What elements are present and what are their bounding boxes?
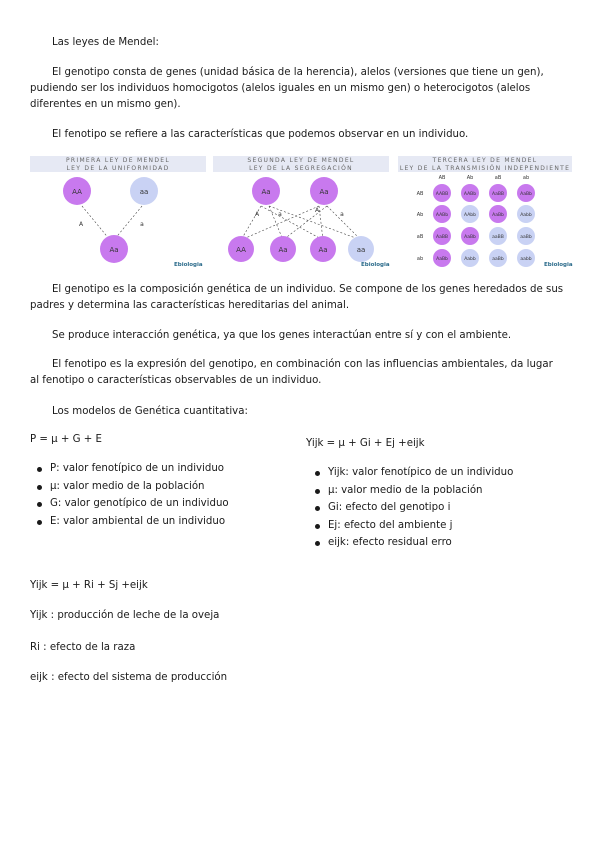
- gamete-label: a: [340, 211, 344, 218]
- figure-primera-ley-title: PRIMERA LEY DE MENDEL: [66, 157, 170, 164]
- column-header: AB: [438, 175, 446, 181]
- model-2-list: [312, 465, 513, 553]
- list-item: Yijk: valor fenotípico de un individuo: [312, 465, 513, 483]
- punnett-cell-label: AaBb: [520, 191, 532, 197]
- cross-line: [283, 206, 327, 240]
- figure-tercera-ley-graphic: [398, 156, 572, 272]
- figure-primera-ley-graphic: [30, 156, 206, 272]
- model-3-def: Yijk : producción de leche de la oveja: [30, 610, 220, 621]
- paragraph-expresion-line-1: El fenotipo es la expresión del genotipo, en combinación con las influencias ambientales, da lugar: [52, 359, 553, 370]
- offspring-label: Aa: [109, 246, 119, 254]
- row-header: aB: [416, 234, 424, 240]
- column-header: ab: [522, 175, 530, 181]
- page-title: Las leyes de Mendel:: [52, 37, 159, 48]
- list-item: E: valor ambiental de un individuo: [34, 514, 229, 532]
- paragraph-fenotipo: El fenotipo se refiere a las características que podemos observar en un individuo.: [52, 129, 469, 140]
- model-3-formula: Yijk = μ + Ri + Sj +eijk: [30, 580, 148, 591]
- offspring-label: Aa: [318, 246, 328, 254]
- paragraph-composicion-line-2: padres y determina las características hereditarias del animal.: [30, 300, 350, 311]
- row-header: ab: [416, 256, 424, 262]
- punnett-cell-label: AaBB: [491, 191, 505, 197]
- gamete-label: A: [314, 207, 320, 214]
- figure-segunda-ley-title: SEGUNDA LEY DE MENDEL: [247, 157, 355, 164]
- parent-label: AA: [72, 188, 82, 196]
- list-item: μ: valor medio de la población: [312, 483, 513, 501]
- list-item: Ej: efecto del ambiente j: [312, 518, 513, 536]
- punnett-cell-label: Aabb: [464, 256, 476, 262]
- figure-segunda-ley-subtitle: LEY DE LA SEGREGACIÓN: [249, 164, 353, 172]
- list-item: P: valor fenotípico de un individuo: [34, 461, 229, 479]
- figure-segunda-ley: [213, 156, 389, 272]
- cross-line: [319, 206, 323, 240]
- parent-label: Aa: [319, 188, 329, 196]
- model-1-formula: P = μ + G + E: [30, 434, 102, 445]
- gamete-label: a: [278, 211, 282, 218]
- model-1-list: [34, 461, 229, 531]
- punnett-cell-label: AABb: [463, 191, 477, 197]
- models-heading: Los modelos de Genética cuantitativa:: [52, 406, 248, 417]
- offspring-label: Aa: [278, 246, 288, 254]
- figure-primera-ley: [30, 156, 206, 272]
- paragraph-composicion-line-1: El genotipo es la composición genética de un individuo. Se compone de los genes heredados de sus: [52, 284, 564, 295]
- paragraph-genotipo-line-3: diferentes en un mismo gen).: [30, 99, 181, 110]
- row-header: AB: [416, 191, 424, 197]
- punnett-cell-label: AABB: [435, 191, 449, 197]
- cross-line: [327, 206, 361, 240]
- figure-primera-ley-subtitle: LEY DE LA UNIFORMIDAD: [66, 164, 170, 172]
- list-item: μ: valor medio de la población: [34, 479, 229, 497]
- offspring-label: AA: [236, 246, 246, 254]
- column-header: Ab: [466, 175, 474, 181]
- punnett-cell-label: aaBB: [492, 234, 504, 240]
- punnett-cell-label: AAbb: [464, 212, 476, 218]
- paragraph-genotipo-line-1: El genotipo consta de genes (unidad básica de la herencia), alelos (versiones que tiene un gen),: [52, 67, 544, 78]
- gamete-label: A: [78, 221, 84, 228]
- cross-line: [82, 206, 110, 240]
- brand-logo: Ebiologia: [174, 262, 203, 268]
- punnett-cell-label: aaBb: [520, 234, 532, 240]
- paragraph-genotipo-line-2: pudiendo ser los individuos homocigotos (alelos iguales en un mismo gen) o heterocigotos (alelos: [30, 83, 531, 94]
- parent-label: Aa: [261, 188, 271, 196]
- punnett-cell-label: Aabb: [520, 212, 532, 218]
- paragraph-expresion-line-2: al fenotipo o características observables de un individuo.: [30, 375, 322, 386]
- paragraph-interaccion: Se produce interacción genética, ya que los genes interactúan entre sí y con el ambiente.: [52, 330, 512, 341]
- punnett-cell-label: AABb: [435, 212, 449, 218]
- punnett-cell-label: aabb: [520, 256, 532, 262]
- brand-logo: Ebiologia: [544, 262, 573, 268]
- punnett-cell-label: AaBb: [436, 256, 448, 262]
- row-header: Ab: [416, 212, 424, 218]
- punnett-cell-label: AaBB: [435, 234, 449, 240]
- parent-label: aa: [139, 188, 149, 196]
- figure-tercera-ley-subtitle: LEY DE LA TRANSMISIÓN INDEPENDIENTE: [399, 164, 571, 172]
- punnett-cell-label: AaBb: [492, 212, 504, 218]
- figure-tercera-ley: [398, 156, 572, 272]
- brand-logo: Ebiologia: [361, 262, 390, 268]
- figure-tercera-ley-title: TERCERA LEY DE MENDEL: [432, 157, 538, 164]
- list-item: Gi: efecto del genotipo i: [312, 500, 513, 518]
- punnett-cell-label: aaBb: [492, 256, 504, 262]
- punnett-cell-label: AaBb: [464, 234, 476, 240]
- offspring-label: aa: [356, 246, 366, 254]
- gamete-label: a: [140, 221, 144, 228]
- model-3-def: eijk : efecto del sistema de producción: [30, 672, 228, 683]
- list-item: eijk: efecto residual erro: [312, 535, 513, 553]
- model-3-def: Ri : efecto de la raza: [30, 642, 136, 653]
- list-item: G: valor genotípico de un individuo: [34, 496, 229, 514]
- column-header: aB: [494, 175, 502, 181]
- cross-line: [114, 206, 142, 240]
- figure-segunda-ley-graphic: [213, 156, 389, 272]
- cross-line: [261, 206, 323, 240]
- model-2-formula: Yijk = μ + Gi + Ej +eijk: [306, 438, 425, 449]
- gamete-label: A: [254, 211, 260, 218]
